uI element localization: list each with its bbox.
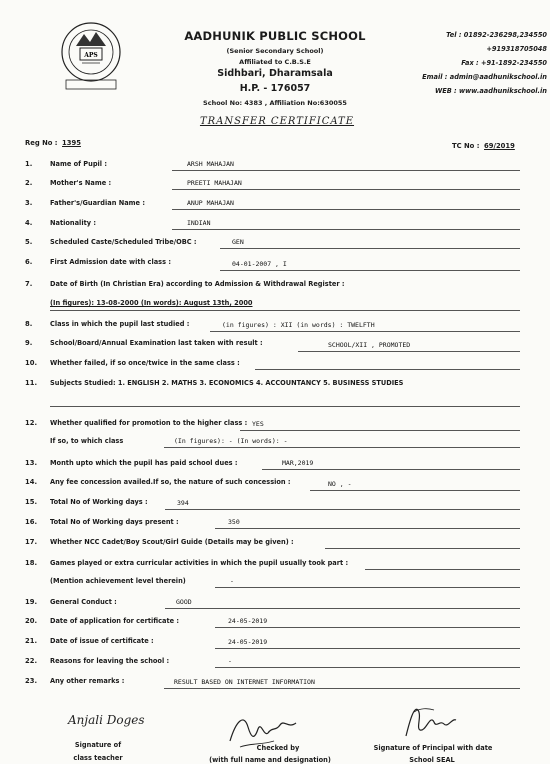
school-seal-label: School SEAL — [409, 756, 455, 764]
field-number: 20. — [25, 617, 38, 625]
school-name: AADHUNIK PUBLIC SCHOOL — [184, 29, 366, 43]
achievement-label: (Mention achievement level therein) — [50, 577, 186, 585]
field-number: 5. — [25, 238, 33, 246]
field-number: 7. — [25, 280, 33, 288]
admission-value: 04-01-2007 , I — [232, 260, 287, 268]
leaving-reason-label: Reasons for leaving the school : — [50, 657, 170, 665]
fax: Fax : +91-1892-234550 — [461, 59, 547, 67]
category-label: Scheduled Caste/Scheduled Tribe/OBC : — [50, 238, 197, 246]
dues-value: MAR,2019 — [282, 459, 314, 467]
class-teacher-signature: Anjali Doges — [68, 713, 145, 727]
last-exam-label: School/Board/Annual Examination last taken with result : — [50, 339, 263, 347]
field-number: 8. — [25, 320, 33, 328]
school-number: School No: 4383 , Affiliation No:630055 — [203, 99, 347, 107]
teacher-sign-label: Signature of — [74, 741, 122, 749]
working-days-label: Total No of Working days : — [50, 498, 148, 506]
tc-label: TC No : — [452, 142, 480, 150]
field-number: 11. — [25, 379, 38, 387]
field-number: 3. — [25, 199, 33, 207]
field-number: 6. — [25, 258, 33, 266]
mother-name-value: PREETI MAHAJAN — [187, 179, 242, 187]
checker-designation-label: (with full name and designation) — [209, 756, 331, 764]
nationality-label: Nationality : — [50, 219, 96, 227]
checker-label: Checked by — [256, 744, 300, 752]
days-present-value: 350 — [228, 518, 240, 526]
field-number: 10. — [25, 359, 38, 367]
conduct-label: General Conduct : — [50, 598, 117, 606]
school-level: (Senior Secondary School) — [226, 47, 324, 55]
telephone: Tel : 01892-236298,234550 — [446, 31, 547, 39]
issue-date-label: Date of issue of certificate : — [50, 637, 154, 645]
dob-label: Date of Birth (In Christian Era) according to Admission & Withdrawal Register : — [50, 280, 345, 288]
field-number: 15. — [25, 498, 38, 506]
principal-label: Signature of Principal with date — [373, 744, 493, 752]
failed-label: Whether failed, if so once/twice in the same class : — [50, 359, 240, 367]
field-number: 21. — [25, 637, 38, 645]
nationality-value: INDIAN — [187, 219, 211, 227]
last-class-value: (in figures) : XII (in words) : TWELFTH — [222, 321, 375, 329]
field-number: 14. — [25, 478, 38, 486]
field-number: 22. — [25, 657, 38, 665]
field-number: 17. — [25, 538, 38, 546]
school-logo — [58, 20, 124, 96]
remarks-value: RESULT BASED ON INTERNET INFORMATION — [174, 678, 315, 686]
certificate-title: TRANSFER CERTIFICATE — [199, 116, 355, 127]
activities-label: Games played or extra curricular activities in which the pupil usually took part : — [50, 559, 349, 567]
concession-label: Any fee concession availed.If so, the nature of such concession : — [50, 478, 291, 486]
promotion-class-value: (In figures): - (In words): - — [174, 437, 288, 445]
mother-name-label: Mother's Name : — [50, 179, 112, 187]
reg-number: 1395 — [62, 139, 81, 147]
field-number: 23. — [25, 677, 38, 685]
telephone-mobile: +919318705048 — [486, 45, 547, 53]
application-date-value: 24-05-2019 — [228, 617, 268, 625]
email: Email : admin@aadhunikschool.in — [422, 73, 547, 81]
field-number: 16. — [25, 518, 38, 526]
promotion-label: Whether qualified for promotion to the higher class : — [50, 419, 248, 427]
last-exam-value: SCHOOL/XII , PROMOTED — [328, 341, 411, 349]
field-number: 13. — [25, 459, 38, 467]
dues-label: Month upto which the pupil has paid school dues : — [50, 459, 238, 467]
leaving-reason-value: - — [228, 657, 232, 665]
concession-value: NO , - — [328, 480, 352, 488]
field-number: 2. — [25, 179, 33, 187]
dob-value: (In figures): 13-08-2000 (In words): August 13th, 2000 — [50, 299, 253, 307]
pupil-name-value: ARSH MAHAJAN — [187, 160, 234, 168]
days-present-label: Total No of Working days present : — [50, 518, 179, 526]
last-class-label: Class in which the pupil last studied : — [50, 320, 190, 328]
achievement-value: - — [230, 577, 234, 585]
reg-label: Reg No : — [25, 139, 58, 147]
promotion-value: YES — [252, 420, 264, 428]
father-name-value: ANUP MAHAJAN — [187, 199, 234, 207]
category-value: GEN — [232, 238, 244, 246]
pupil-name-label: Name of Pupil : — [50, 160, 107, 168]
teacher-role-label: class teacher — [73, 754, 123, 762]
admission-label: First Admission date with class : — [50, 258, 171, 266]
tc-number: 69/2019 — [484, 142, 515, 150]
application-date-label: Date of application for certificate : — [50, 617, 180, 625]
principal-signature — [398, 700, 460, 742]
working-days-value: 394 — [177, 499, 189, 507]
school-town: Sidhbari, Dharamsala — [217, 68, 333, 79]
issue-date-value: 24-05-2019 — [228, 638, 268, 646]
svg-text:APS: APS — [84, 52, 98, 59]
field-number: 4. — [25, 219, 33, 227]
field-number: 18. — [25, 559, 38, 567]
field-number: 19. — [25, 598, 38, 606]
conduct-value: GOOD — [176, 598, 192, 606]
website: WEB : www.aadhunikschool.in — [434, 87, 547, 95]
remarks-label: Any other remarks : — [50, 677, 125, 685]
field-number: 1. — [25, 160, 33, 168]
school-state: H.P. - 176057 — [239, 83, 311, 94]
field-number: 12. — [25, 419, 38, 427]
affiliation: Affiliated to C.B.S.E — [239, 58, 311, 66]
promotion-class-label: If so, to which class — [50, 437, 124, 445]
father-name-label: Father's/Guardian Name : — [50, 199, 145, 207]
field-number: 9. — [25, 339, 33, 347]
subjects-label: Subjects Studied: 1. ENGLISH 2. MATHS 3. ECONOMICS 4. ACCOUNTANCY 5. BUSINESS STUDIES — [50, 379, 404, 387]
ncc-label: Whether NCC Cadet/Boy Scout/Girl Guide (Details may be given) : — [50, 538, 294, 546]
